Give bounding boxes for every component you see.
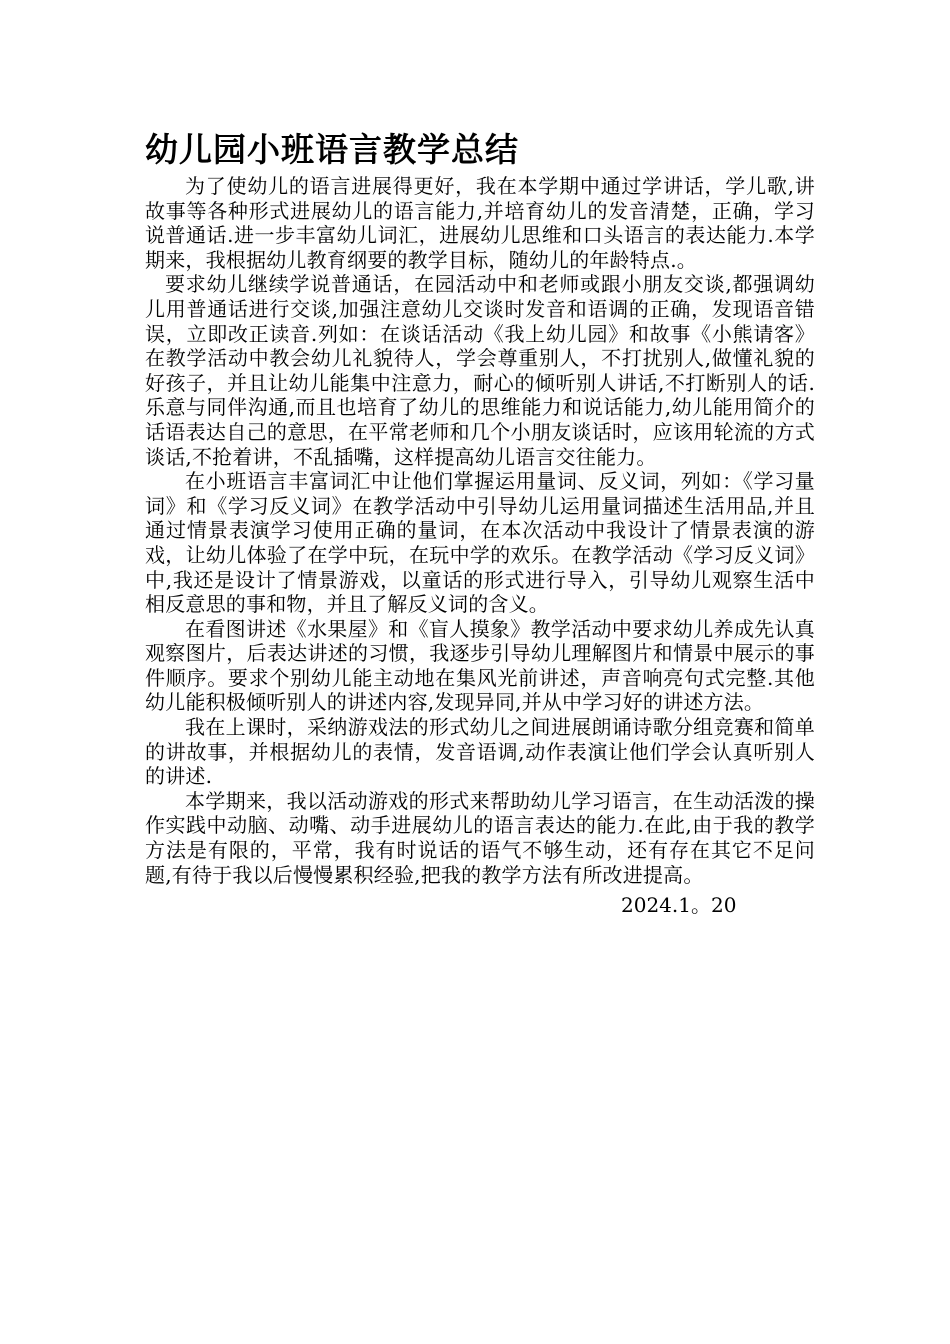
document-title: 幼儿园小班语言教学总结 xyxy=(145,130,519,169)
document-date: 2024.1。20 xyxy=(621,893,737,918)
paragraph-conclusion: 本学期来，我以活动游戏的形式来帮助幼儿学习语言，在生动活泼的操作实践中动脑、动嘴、动手进展幼儿的语言表达的能力.在此,由于我的教学方法是有限的，平常，我有时说话的语气不够生动，还有存在其它不足问题,有待于我以后慢慢累积经验,把我的教学方法有所改进提高。 xyxy=(145,788,815,887)
paragraph-intro: 为了使幼儿的语言进展得更好，我在本学期中通过学讲话，学儿歌,讲故事等各种形式进展幼儿的语言能力,并培育幼儿的发音清楚，正确，学习说普通话.进一步丰富幼儿词汇，进展幼儿思维和口头语言的表达能力.本学期来，我根据幼儿教育纲要的教学目标，随幼儿的年龄特点.。 xyxy=(145,174,815,272)
paragraph-vocabulary: 在小班语言丰富词汇中让他们掌握运用量词、反义词，列如：《学习量词》和《学习反义词》在教学活动中引导幼儿运用量词描述生活用品,并且通过情景表演学习使用正确的量词，在本次活动中我设计了情景表演的游戏，让幼儿体验了在学中玩，在玩中学的欢乐。在教学活动《学习反义词》中,我还是设计了情景游戏，以童话的形式进行导入，引导幼儿观察生活中相反意思的事和物，并且了解反义词的含义。 xyxy=(145,469,815,617)
paragraph-games: 我在上课时，采纳游戏法的形式幼儿之间进展朗诵诗歌分组竞赛和简单的讲故事，并根据幼儿的表情，发音语调,动作表演让他们学会认真听别人的讲述. xyxy=(145,715,815,789)
document-page xyxy=(145,128,815,918)
paragraph-mandarin: 要求幼儿继续学说普通话，在园活动中和老师或跟小朋友交谈,都强调幼儿用普通话进行交谈,加强注意幼儿交谈时发音和语调的正确，发现语音错误，立即改正读音.列如：在谈话活动《我上幼儿园》和故事《小熊请客》在教学活动中教会幼儿礼貌待人，学会尊重别人，不打扰别人,做懂礼貌的好孩子，并且让幼儿能集中注意力，耐心的倾听别人讲话,不打断别人的话.乐意与同伴沟通,而且也培育了幼儿的思维能力和说话能力,幼儿能用简介的话语表达自己的意思，在平常老师和几个小朋友谈话时，应该用轮流的方式谈话,不抢着讲，不乱插嘴，这样提高幼儿语言交往能力。 xyxy=(145,272,815,469)
paragraph-picture-narration: 在看图讲述《水果屋》和《盲人摸象》教学活动中要求幼儿养成先认真观察图片，后表达讲述的习惯，我逐步引导幼儿理解图片和情景中展示的事件顺序。要求个别幼儿能主动地在集风光前讲述，声音响亮句式完整.其他幼儿能积极倾听别人的讲述内容,发现异同,并从中学习好的讲述方法。 xyxy=(145,616,815,715)
